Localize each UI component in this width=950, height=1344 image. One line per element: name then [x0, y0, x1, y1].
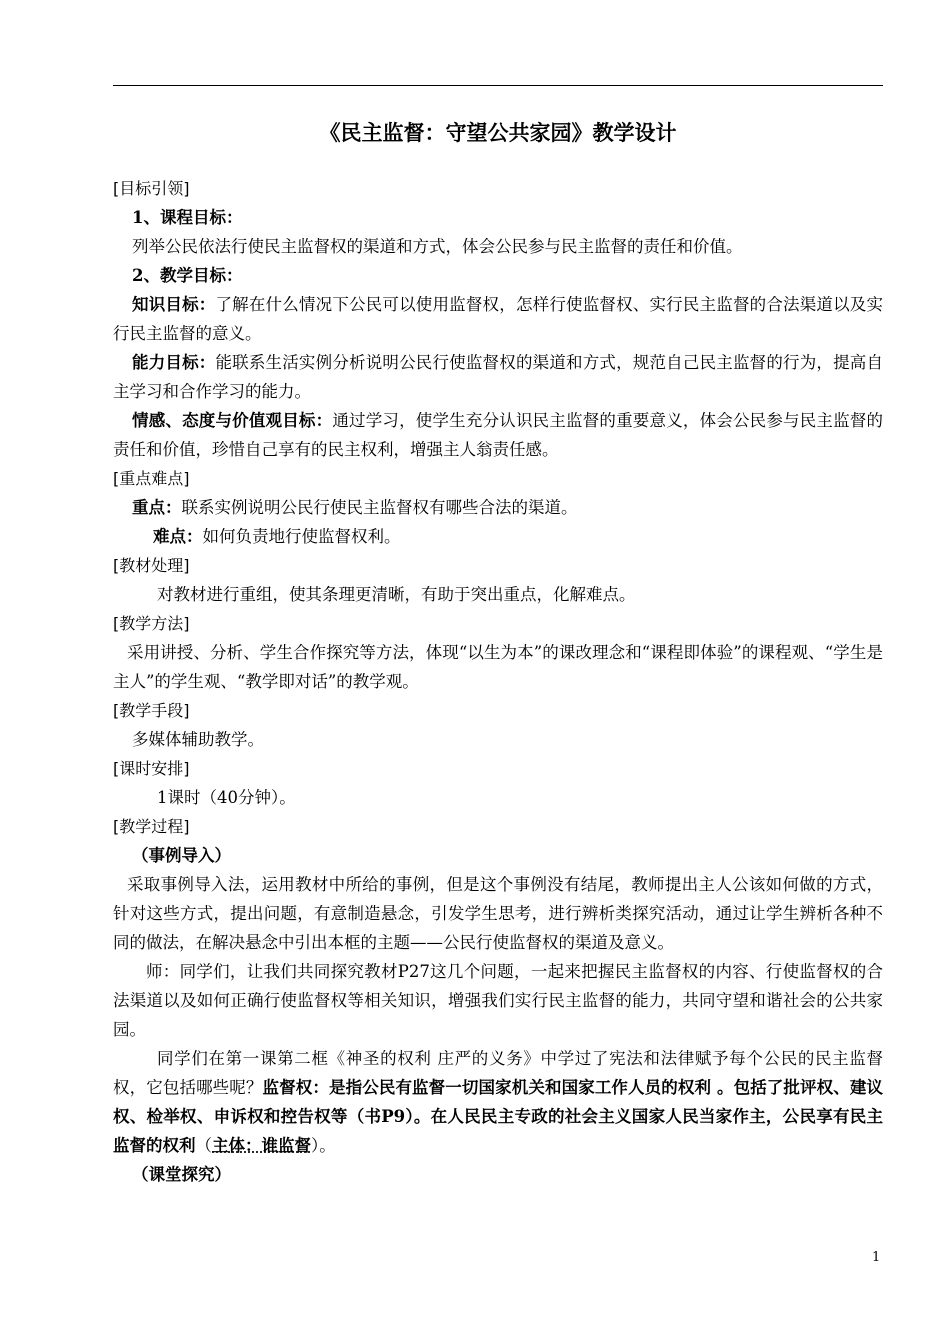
review-underline: 主体：谁监督 — [212, 1136, 311, 1155]
section-process: [教学过程] — [113, 817, 190, 836]
section-means: [教学手段] — [113, 701, 190, 720]
intro-heading: （事例导入） — [132, 846, 231, 865]
emotion-goal — [113, 406, 883, 464]
diff-label: 难点： — [153, 527, 203, 546]
diff-text: 如何负责地行使监督权利。 — [202, 527, 401, 546]
key-label: 重点： — [132, 498, 182, 517]
section-key: [重点难点] — [113, 469, 190, 488]
explore-heading: （课堂探究） — [132, 1165, 231, 1184]
time-text: 1课时（40分钟）。 — [157, 788, 296, 807]
ability-goal — [113, 348, 883, 406]
review-text: 同学们在第一课第二框《神圣的权利 庄严的义务》中学过了宪法和法律赋予每个公民的民主监督权，它包括哪些呢？ — [113, 1049, 883, 1097]
section-goal: [目标引领] — [113, 179, 190, 198]
means-text: 多媒体辅助教学。 — [132, 730, 264, 749]
review-paren-close: ）。 — [311, 1136, 336, 1155]
page-number: 1 — [872, 1250, 881, 1265]
review-paren-open: （ — [195, 1136, 212, 1155]
course-goal-heading: 1、课程目标： — [132, 208, 243, 227]
review-paragraph — [113, 1044, 883, 1160]
ability-label: 能力目标： — [132, 353, 216, 372]
review-bold: 监督权：是指公民有监督一切国家机关和国家工作人员的权利 。包括了批评权、建议权、检举权、申诉权和控告权等（书P9）。在人民民主专政的社会主义国家人民当家作主，公民享有民主监督的权利 — [113, 1078, 883, 1155]
emotion-text: 通过学习，使学生充分认识民主监督的重要意义，体会公民参与民主监督的责任和价值，珍惜自己享有的民主权利，增强主人翁责任感。 — [113, 411, 884, 459]
knowledge-label: 知识目标： — [132, 295, 216, 314]
knowledge-goal — [113, 290, 883, 348]
section-time: [课时安排] — [113, 759, 190, 778]
section-material: [教材处理] — [113, 556, 190, 575]
material-text: 对教材进行重组，使其条理更清晰，有助于突出重点，化解难点。 — [157, 585, 636, 604]
page-title: 《民主监督：守望公共家园》教学设计 — [319, 120, 677, 145]
teach-goal-heading: 2、教学目标： — [132, 266, 243, 285]
key-point — [113, 493, 883, 522]
method-text: 采用讲授、分析、学生合作探究等方法，体现“以生为本”的课改理念和“课程即体验”的课程观、“学生是主人”的学生观、“教学即对话”的教学观。 — [113, 643, 883, 691]
section-method: [教学方法] — [113, 614, 190, 633]
key-text: 联系实例说明公民行使民主监督权有哪些合法的渠道。 — [181, 498, 578, 517]
emotion-label: 情感、态度与价值观目标： — [132, 411, 333, 430]
ability-text: 能联系生活实例分析说明公民行使监督权的渠道和方式，规范自己民主监督的行为，提高自主学习和合作学习的能力。 — [113, 353, 884, 401]
intro-text: 采取事例导入法，运用教材中所给的事例，但是这个事例没有结尾，教师提出主人公该如何做的方式，针对这些方式，提出问题，有意制造悬念，引发学生思考，进行辨析类探究活动，通过让学生辨析各种不同的做法，在解决悬念中引出本框的主题——公民行使监督权的渠道及意义。 — [113, 875, 883, 952]
course-goal-text: 列举公民依法行使民主监督权的渠道和方式，体会公民参与民主监督的责任和价值。 — [132, 237, 743, 256]
knowledge-text: 了解在什么情况下公民可以使用监督权，怎样行使监督权、实行民主监督的合法渠道以及实行民主监督的意义。 — [113, 295, 884, 343]
document-page — [113, 118, 883, 1189]
difficult-point — [113, 522, 883, 551]
teacher-text: 师：同学们，让我们共同探究教材P27这几个问题，一起来把握民主监督权的内容、行使监督权的合法渠道以及如何正确行使监督权等相关知识，增强我们实行民主监督的能力，共同守望和谐社会的公共家园。 — [113, 962, 883, 1039]
header-rule — [113, 85, 883, 86]
